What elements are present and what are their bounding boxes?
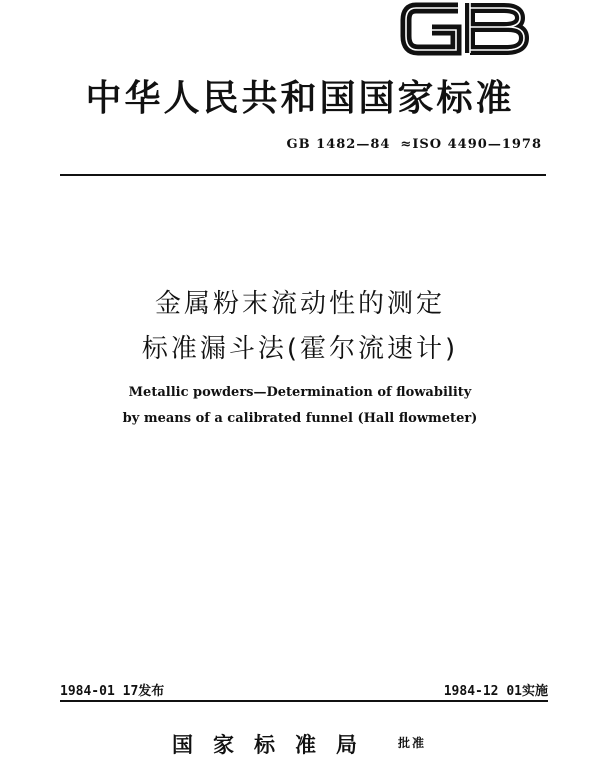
standard-category-title: 中华人民共和国国家标准 bbox=[85, 78, 515, 119]
top-divider bbox=[60, 174, 546, 176]
iso-equivalent: ≈ISO 4490—1978 bbox=[400, 137, 542, 152]
approval-label: 批准 bbox=[398, 736, 427, 750]
title-en-line2: by means of a calibrated funnel (Hall flowmeter) bbox=[122, 411, 478, 426]
issue-date: 1984-01 17发布 bbox=[60, 684, 165, 699]
effective-date: 1984-12 01实施 bbox=[443, 684, 548, 699]
title-en-line1: Metallic powders—Determination of flowability bbox=[128, 385, 472, 400]
issuing-authority: 国家标准局 bbox=[172, 733, 377, 757]
title-zh-line1: 金属粉末流动性的测定 bbox=[154, 289, 445, 319]
gb-logo bbox=[400, 0, 530, 56]
standard-number bbox=[287, 137, 542, 152]
bottom-divider bbox=[60, 700, 548, 702]
standard-code: GB 1482—84 bbox=[286, 137, 391, 152]
gb-logo-text: GB bbox=[400, 0, 402, 1]
title-zh-line2: 标准漏斗法(霍尔流速计) bbox=[141, 334, 459, 364]
